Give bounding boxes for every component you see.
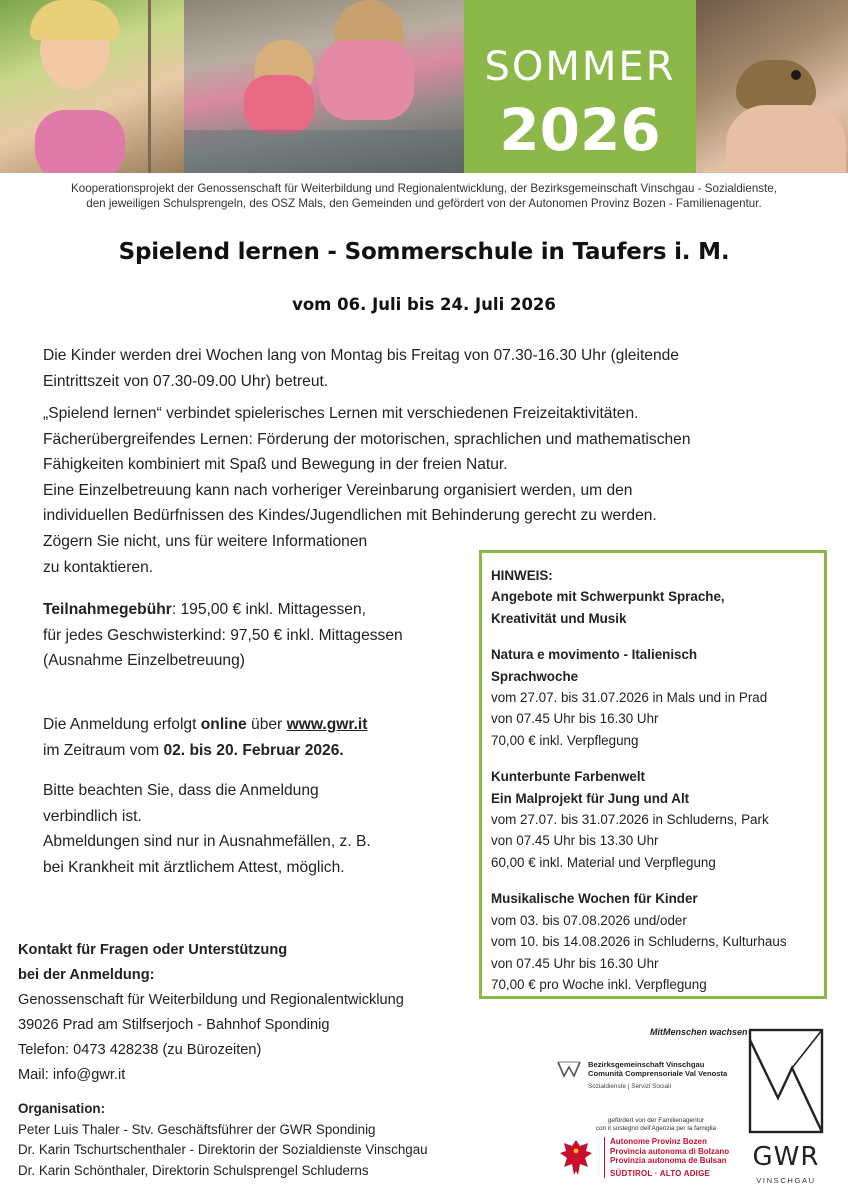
contact-heading: bei der Anmeldung: [18,967,155,983]
sibling-fee: für jedes Geschwisterkind: 97,50 € inkl. Mittagessen [43,626,403,644]
page-title: Spielend lernen - Sommerschule in Taufers i. M. [118,239,730,265]
province-name-lad: Provinzia autonoma de Bulsan [610,1156,727,1166]
summer-badge [464,0,696,173]
intro-paragraph [43,343,823,394]
registration-line [43,712,463,738]
offer-title: Kunterbunte Farbenwelt [491,769,645,785]
offer-detail: vom 10. bis 14.08.2026 in Schluderns, Kulturhaus [491,934,787,950]
hinweis-box [479,550,827,999]
contact-section [18,938,478,1088]
registration-section [43,712,463,763]
contact-prompt [43,529,443,580]
text-segment: Die Anmeldung erfolgt [43,716,201,733]
text-line: individuellen Bedürfnissen des Kindes/Jugendlichen mit Behinderung gerecht zu werden. [43,507,657,525]
registration-period-line [43,738,463,764]
text-line: Bitte beachten Sie, dass die Anmeldung [43,782,319,799]
online-label: online [200,716,247,733]
contact-phone[interactable]: Telefon: 0473 428238 (zu Bürozeiten) [18,1042,262,1058]
offer-title: Sprachwoche [491,668,579,684]
province-name-it: Provincia autonoma di Bolzano [610,1146,730,1156]
year-label: 2026 [499,96,661,164]
season-label: SOMMER [484,44,676,90]
text-line: Eintrittszeit von 07.30-09.00 Uhr) betreut. [43,372,329,390]
offer-detail: 60,00 € inkl. Material und Verpflegung [491,854,716,870]
organiser: Dr. Karin Tschurtschenthaler - Direktorin der Sozialdienste Vinschgau [18,1142,428,1157]
gwr-wordmark: GWR [752,1142,820,1172]
offer-detail: vom 27.07. bis 31.07.2026 in Mals und in Prad [491,690,768,706]
contact-organisation: Genossenschaft für Weiterbildung und Regionalentwicklung [18,992,404,1008]
bezirksgemeinschaft-icon [556,1058,582,1080]
organiser: Peter Luis Thaler - Stv. Geschäftsführer der GWR Spondinig [18,1121,376,1137]
cooperation-note [0,181,848,211]
offer-music [491,888,815,995]
text-line: Abmeldungen sind nur in Ausnahmefällen, z. B. [43,833,371,851]
offer-italian [491,644,815,751]
contact-mail[interactable]: Mail: info@gwr.it [18,1067,126,1083]
gwr-region: VINSCHGAU [756,1176,816,1185]
bzg-name-it: Comunità Comprensoriale Val Venosta [588,1069,728,1078]
website-link[interactable]: www.gwr.it [286,716,368,733]
offer-detail: 70,00 € inkl. Verpflegung [491,732,639,748]
hinweis-heading: HINWEIS: [491,568,553,583]
contact-address: 39026 Prad am Stilfserjoch - Bahnhof Spondinig [18,1017,330,1033]
fee-line [43,597,463,623]
photo-child-swing [0,0,184,173]
province-name-de: Autonome Provinz Bozen [610,1137,707,1146]
text-line: verbindlich ist. [43,807,142,825]
hinweis-subheading: Angebote mit Schwerpunkt Sprache, [491,589,725,605]
organisation-heading: Organisation: [18,1101,106,1116]
text-segment: über [246,716,287,733]
offer-detail: von 07.45 Uhr bis 16.30 Uhr [491,711,659,727]
text-line: Fähigkeiten kombiniert mit Spaß und Bewegung in der freien Natur. [43,456,508,474]
text-line: Die Kinder werden drei Wochen lang von Montag bis Freitag von 07.30-16.30 Uhr (gleitende [43,347,679,364]
organiser: Dr. Karin Schönthaler, Direktorin Schulsprengel Schluderns [18,1162,369,1178]
date-range: vom 06. Juli bis 24. Juli 2026 [292,295,556,314]
offer-title: Musikalische Wochen für Kinder [491,891,698,907]
text-line: bei Krankheit mit ärztlichem Attest, möglich. [43,858,345,876]
text-line: Eine Einzelbetreuung kann nach vorheriger Vereinbarung organisiert werden, um den [43,481,633,499]
organisation-section [18,1099,518,1181]
hinweis-subheading: Kreativität und Musik [491,610,627,626]
funding-line: gefördert von der Familienagentur [607,1117,705,1124]
cooperation-line: den jeweiligen Schulsprengeln, des OSZ Mals, den Gemeinden und gefördert von der Autonomen Provinz Bozen - Familienagentur. [86,197,762,210]
text-line: Fächerübergreifendes Lernen: Förderung der motorischen, sprachlichen und mathematischen [43,430,691,448]
offer-title: Natura e movimento - Italienisch [491,647,698,663]
text-segment: im Zeitraum vom [43,741,164,759]
fee-label: Teilnahmegebühr [43,601,172,618]
fee-exception: (Ausnahme Einzelbetreuung) [43,652,245,670]
funding-line: con il sostegno dell'Agenzia per la famiglia [595,1124,717,1132]
bzg-subtitle: Sozialdienste | Servizi Sociali [588,1083,672,1090]
text-line: zu kontaktieren. [43,558,154,576]
text-line: Zögern Sie nicht, uns für weitere Informationen [43,533,368,550]
offer-painting [491,766,815,873]
offer-detail: von 07.45 Uhr bis 16.30 Uhr [491,955,659,971]
slogan: MitMenschen wachsen [650,1027,748,1037]
photo-children-water [184,0,464,173]
offer-detail: vom 27.07. bis 31.07.2026 in Schluderns, Park [491,812,769,828]
offer-detail: vom 03. bis 07.08.2026 und/oder [491,912,687,928]
description-paragraph [43,401,833,529]
registration-period: 02. bis 20. Februar 2026. [163,741,344,759]
fee-amount: : 195,00 € inkl. Mittagessen, [171,601,366,618]
province-region: SÜDTIROL · ALTO ADIGE [610,1168,711,1178]
text-line: „Spielend lernen“ verbindet spielerisches Lernen mit verschiedenen Freizeitaktivitäten. [43,405,639,422]
gwr-logo-icon [748,1028,824,1134]
header-banner [0,0,848,173]
fee-section [43,597,463,674]
province-logo [604,1137,754,1178]
offer-title: Ein Malprojekt für Jung und Alt [491,790,690,806]
contact-heading: Kontakt für Fragen oder Unterstützung [18,942,288,958]
funding-note [556,1117,756,1132]
offer-detail: 70,00 € pro Woche inkl. Verpflegung [491,976,707,992]
eagle-crest-icon [558,1137,594,1179]
cancellation-notice [43,778,443,880]
bzg-name-de: Bezirksgemeinschaft Vinschgau [588,1060,705,1069]
photo-frog-hand [696,0,848,173]
offer-detail: von 07.45 Uhr bis 13.30 Uhr [491,833,659,849]
cooperation-line: Kooperationsprojekt der Genossenschaft für Weiterbildung und Regionalentwicklung, der Bezirksgemeinschaft Vinschgau - Sozialdienste, [71,182,777,195]
